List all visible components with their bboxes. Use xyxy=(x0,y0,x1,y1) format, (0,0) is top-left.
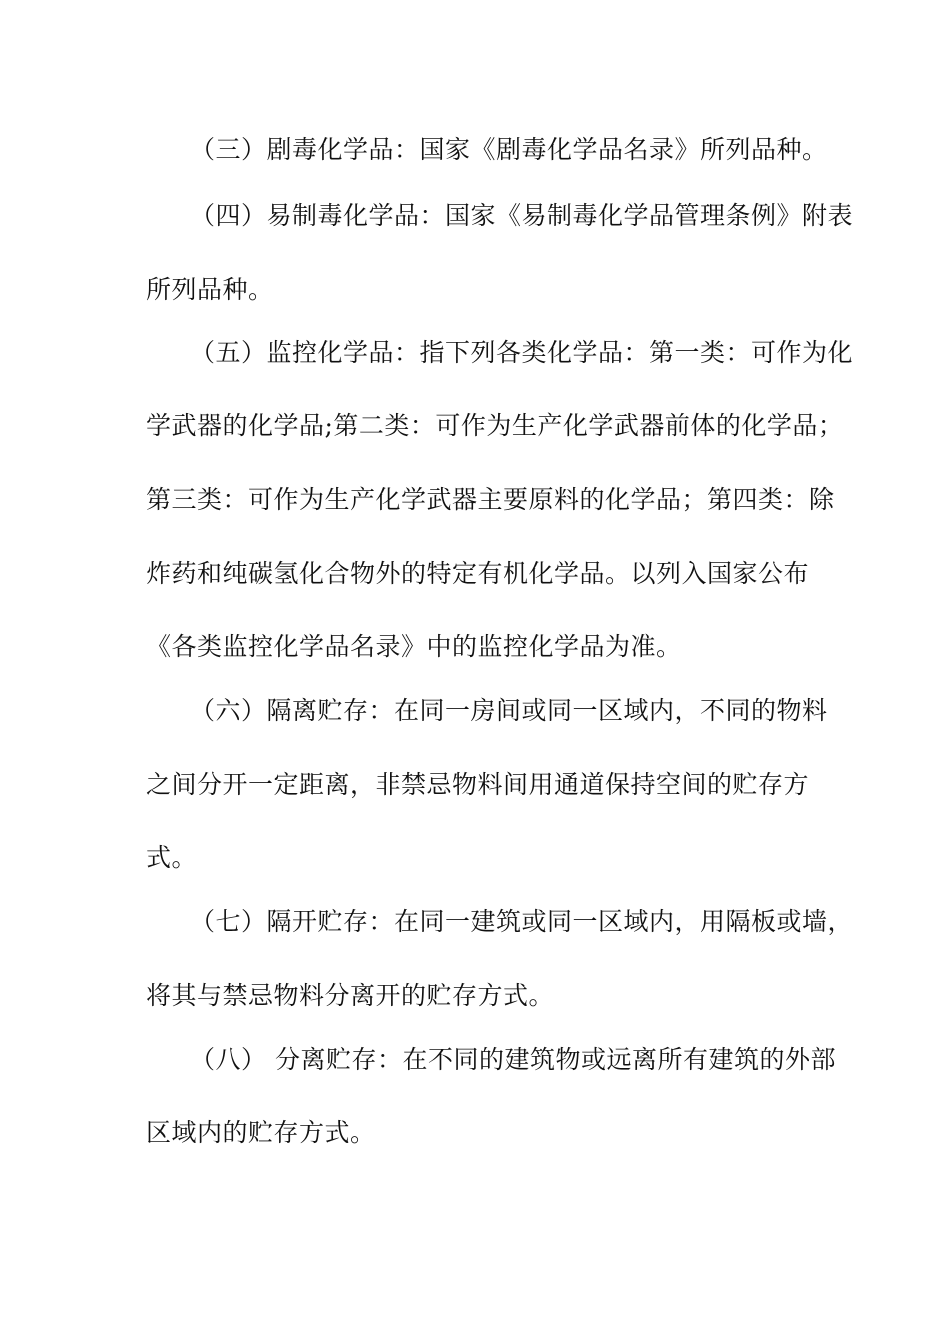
text-line-5: 学武器的化学品;第二类：可作为生产化学武器前体的化学品； xyxy=(146,411,844,440)
text-line-4: （五）监控化学品：指下列各类化学品：第一类：可作为化 xyxy=(190,338,854,367)
text-line-10: 之间分开一定距离，非禁忌物料间用通道保持空间的贮存方 xyxy=(146,770,810,799)
text-line-12: （七）隔开贮存：在同一建筑或同一区域内，用隔板或墙， xyxy=(190,907,854,936)
text-line-9: （六）隔离贮存：在同一房间或同一区域内，不同的物料 xyxy=(190,696,828,725)
text-line-6: 第三类：可作为生产化学武器主要原料的化学品；第四类：除 xyxy=(146,485,835,514)
text-line-8: 《各类监控化学品名录》中的监控化学品为准。 xyxy=(146,632,682,661)
text-line-1: （三）剧毒化学品：国家《剧毒化学品名录》所列品种。 xyxy=(190,135,828,164)
text-line-2: （四）易制毒化学品：国家《易制毒化学品管理条例》附表 xyxy=(190,201,854,230)
text-line-14: （八） 分离贮存：在不同的建筑物或远离所有建筑的外部 xyxy=(190,1045,836,1074)
text-line-15: 区域内的贮存方式。 xyxy=(146,1118,376,1147)
text-line-11: 式。 xyxy=(146,843,198,872)
text-line-13: 将其与禁忌物料分离开的贮存方式。 xyxy=(146,981,555,1010)
text-line-3: 所列品种。 xyxy=(146,275,274,304)
text-line-7: 炸药和纯碳氢化合物外的特定有机化学品。以列入国家公布 xyxy=(146,559,810,588)
